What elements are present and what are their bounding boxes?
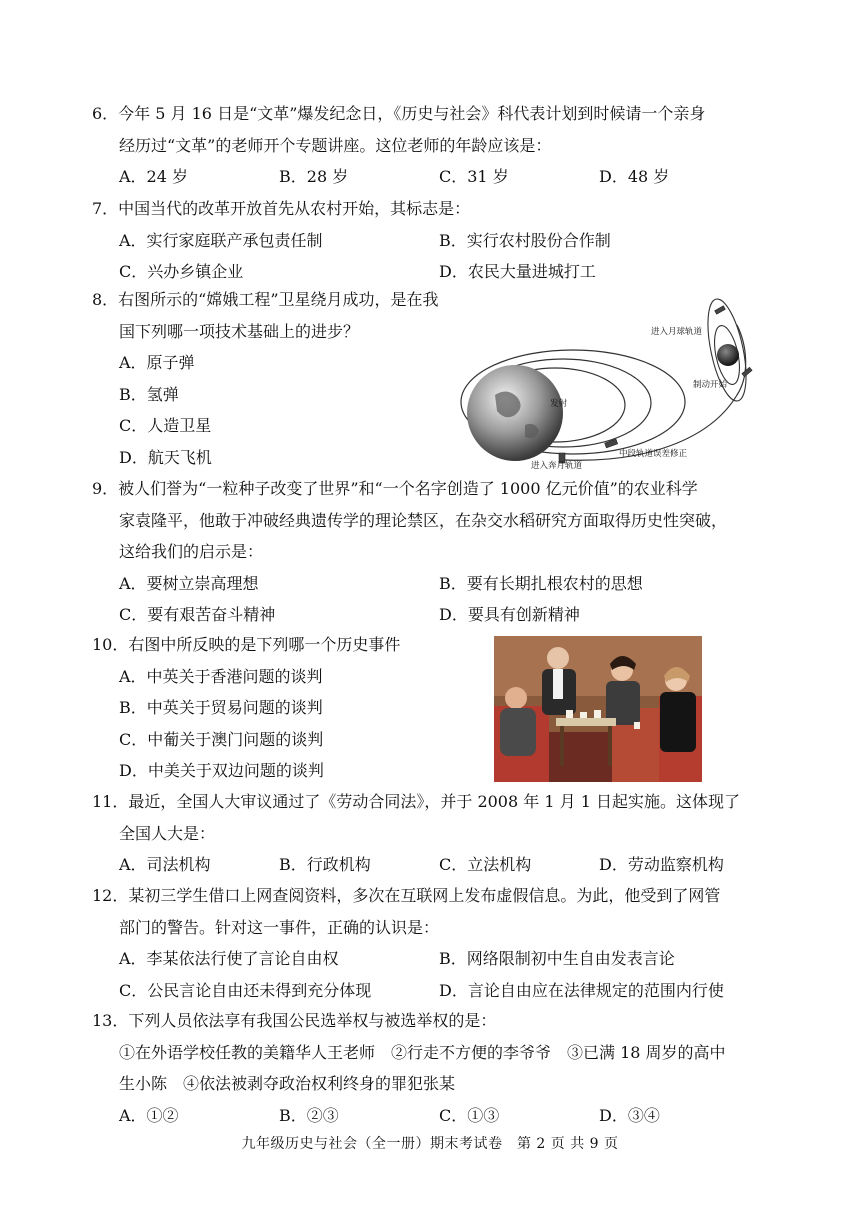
option-d: D．航天飞机 [119, 447, 212, 467]
question-6-text-1: 6．今年 5 月 16 日是“文革”爆发纪念日，《历史与社会》科代表计划到时候请一个亲身 [92, 104, 706, 123]
question-9-options-row-2 [92, 599, 759, 631]
option-b: B．中英关于贸易问题的谈判 [119, 698, 323, 717]
option-c: C．要有艰苦奋斗精神 [119, 605, 276, 624]
question-12-options-row-2 [92, 975, 759, 1007]
question-8-text-1: 8．右图所示的“嫦娥工程”卫星绕月成功，是在我 [92, 290, 439, 309]
option-a: A．原子弹 [119, 353, 195, 372]
label-enter-lunar-orbit: 进入月球轨道 [651, 326, 703, 336]
question-6-options [92, 161, 759, 193]
option-d: D．言论自由应在法律规定的范围内行使 [439, 980, 724, 1000]
option-c: C．人造卫星 [119, 416, 212, 435]
question-9-options-row-1 [92, 568, 759, 600]
question-9-text-2: 家袁隆平，他敢于冲破经典遗传学的理论禁区，在杂交水稻研究方面取得历史性突破， [119, 510, 728, 530]
option-b: B．行政机构 [279, 855, 371, 874]
option-b: B．要有长期扎根农村的思想 [439, 573, 643, 593]
transfer-trajectory [565, 325, 746, 460]
option-c: C．①③ [439, 1105, 500, 1125]
option-b: B．28 岁 [279, 167, 349, 186]
option-d: D．③④ [599, 1105, 660, 1125]
label-launch: 发射 [550, 398, 568, 408]
question-6-text-2: 经历过“文革”的老师开个专题讲座。这位老师的年龄应该是： [119, 135, 552, 155]
option-a: A．24 岁 [119, 167, 189, 186]
question-11-options [92, 849, 759, 881]
option-b: B．实行农村股份合作制 [439, 230, 611, 250]
option-c: C．立法机构 [439, 855, 532, 874]
question-9 [92, 473, 759, 631]
question-10 [92, 629, 400, 787]
option-a: A．①② [119, 1105, 179, 1125]
option-a: A．李某依法行使了言论自由权 [119, 949, 339, 968]
question-12 [92, 880, 759, 1006]
question-7 [92, 193, 759, 288]
question-7-options-row-1 [92, 225, 759, 257]
negotiation-photo [494, 636, 702, 782]
label-enter-transfer: 进入奔月轨道 [531, 460, 583, 470]
question-13 [92, 1005, 759, 1131]
page-footer: 九年级历史与社会（全一册）期末考试卷 第 2 页 共 9 页 [241, 1136, 619, 1152]
question-9-text-1: 9．被人们誉为“一粒种子改变了世界”和“一个名字创造了 1000 亿元价值”的农业科学 [92, 479, 698, 498]
question-12-text-1: 12．某初三学生借口上网查阅资料，多次在互联网上发布虚假信息。为此，他受到了网管 [92, 886, 721, 905]
option-a: A．中英关于香港问题的谈判 [119, 666, 323, 686]
question-11-text-2: 全国人大是： [119, 823, 216, 843]
question-7-text-1: 7．中国当代的改革开放首先从农村开始，其标志是： [92, 199, 471, 218]
label-braking: 制动开始 [693, 379, 728, 389]
question-12-options-row-1 [92, 943, 759, 975]
question-8-text-2: 国下列哪一项技术基础上的进步？ [119, 321, 360, 341]
option-d: D．48 岁 [599, 167, 670, 186]
question-13-text-1: 13．下列人员依法享有我国公民选举权与被选举权的是： [92, 1011, 497, 1030]
question-11 [92, 786, 759, 881]
option-a: A．司法机构 [119, 855, 211, 874]
question-9-text-3: 这给我们的启示是： [119, 542, 264, 561]
question-8 [92, 284, 439, 473]
question-13-options [92, 1100, 759, 1132]
label-midcourse: 中段轨道误差修正 [619, 448, 688, 458]
moon-icon [717, 344, 739, 366]
question-11-text-1: 11．最近，全国人大审议通过了《劳动合同法》，并于 2008 年 1 月 1 日起实施。这体现了 [92, 792, 740, 811]
option-c: C．中葡关于澳门问题的谈判 [119, 729, 324, 749]
lunar-orbit-figure [455, 285, 765, 475]
option-b: B．②③ [279, 1105, 339, 1125]
option-d: D．中美关于双边问题的谈判 [119, 761, 324, 780]
question-13-text-2: ①在外语学校任教的美籍华人王老师 ②行走不方便的李爷爷 ③已满 18 周岁的高中 [119, 1042, 726, 1062]
option-a: A．要树立崇高理想 [119, 573, 259, 593]
person-right-center [606, 656, 640, 725]
option-c: C．31 岁 [439, 167, 509, 186]
question-6 [92, 98, 759, 193]
option-c: C．公民言论自由还未得到充分体现 [119, 980, 372, 1000]
question-10-text-1: 10．右图中所反映的是下列哪一个历史事件 [92, 635, 401, 654]
option-d: D．劳动监察机构 [599, 855, 724, 874]
option-d: D．农民大量进城打工 [439, 262, 596, 281]
option-a: A．实行家庭联产承包责任制 [119, 230, 323, 250]
question-7-options-row-2 [92, 256, 759, 288]
question-13-text-3: 生小陈 ④依法被剥夺政治权利终身的罪犯张某 [119, 1074, 456, 1093]
option-c: C．兴办乡镇企业 [119, 262, 244, 281]
option-d: D．要具有创新精神 [439, 605, 580, 624]
option-b: B．网络限制初中生自由发表言论 [439, 949, 675, 968]
question-12-text-2: 部门的警告。针对这一事件，正确的认识是： [119, 917, 440, 937]
option-b: B．氢弹 [119, 384, 179, 404]
